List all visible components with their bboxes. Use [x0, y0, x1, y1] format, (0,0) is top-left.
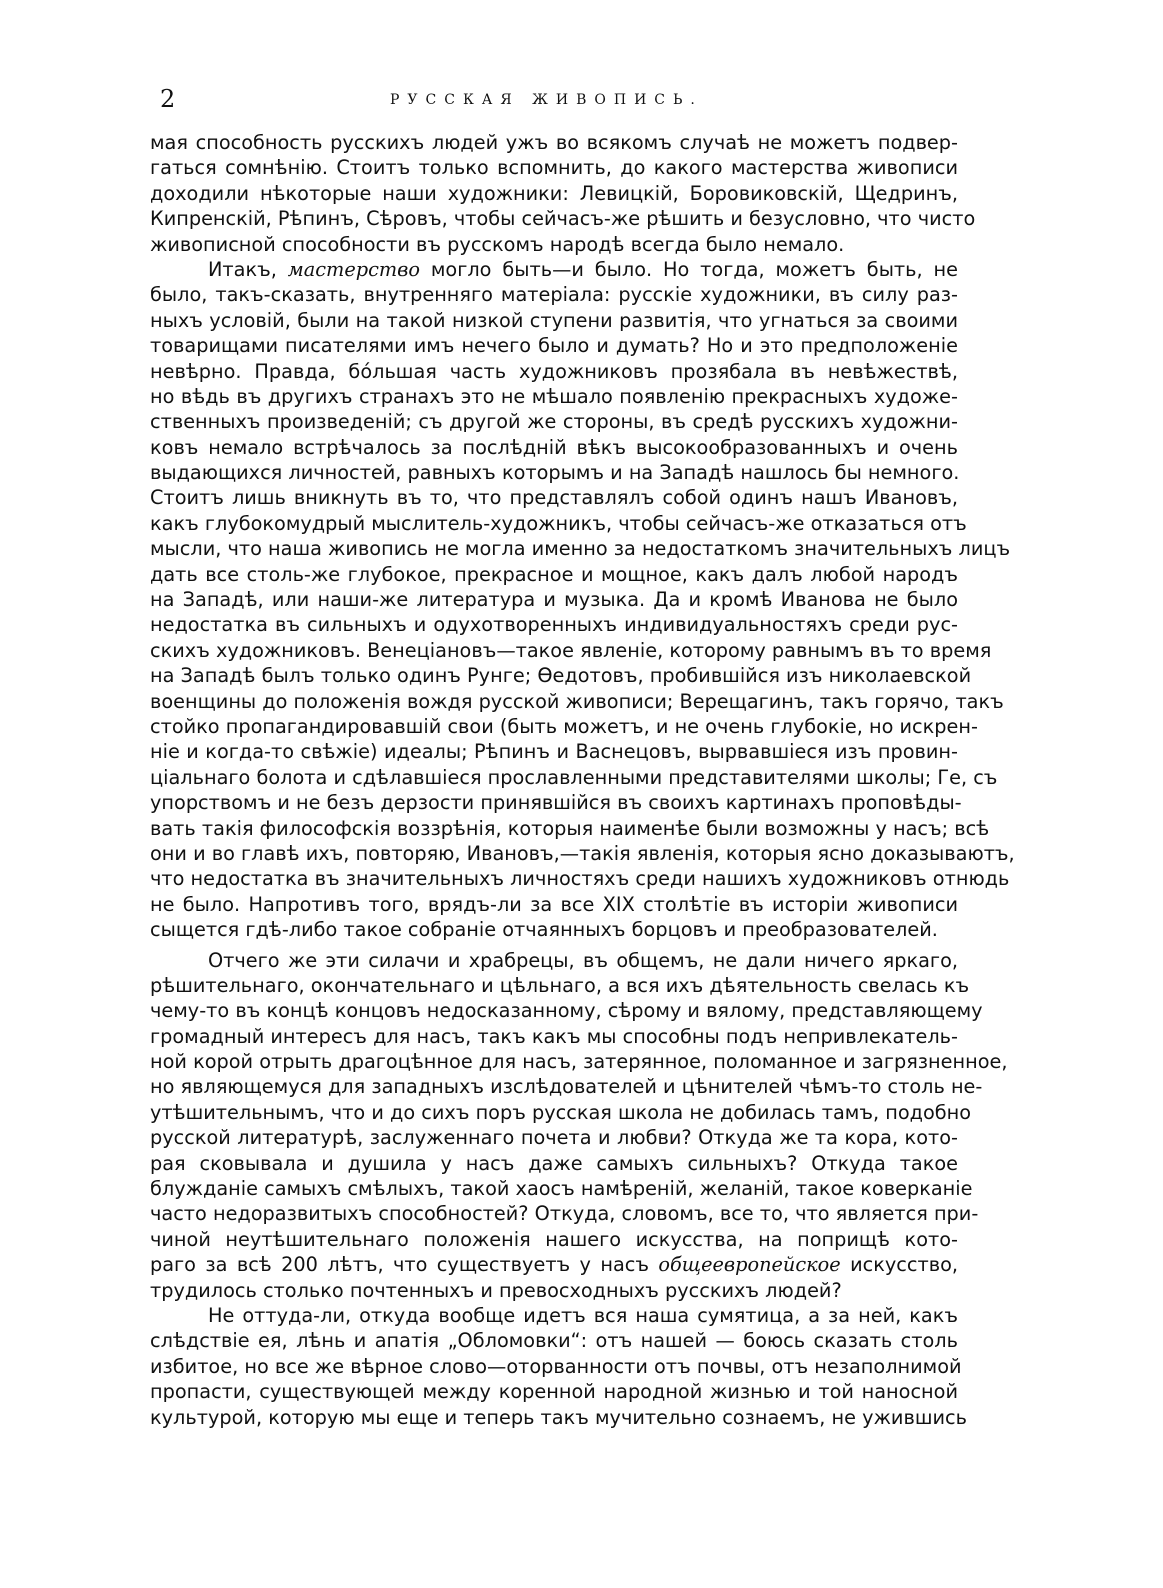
text-line: не было. Напротивъ того, врядъ-ли за все XIX столѣтіе въ исторіи живописи: [150, 892, 958, 916]
text-line: мая способность русскихъ людей ужъ во всякомъ случаѣ не можетъ подвер-: [150, 131, 958, 154]
text-line: гаться сомнѣнію. Стоитъ только вспомнить, до какого мастерства живописи: [150, 156, 958, 180]
text-line: рая сковывала и душила у насъ даже самыхъ сильныхъ? Откуда такое: [150, 1151, 958, 1175]
text-fragment: могло быть—и было. Но тогда, можетъ быть, не: [430, 257, 958, 281]
text-line: доходили нѣкоторые наши художники: Левицкій, Боровиковскій, Щедринъ,: [150, 181, 958, 205]
text-line: ніе и когда-то свѣжіе) идеалы; Рѣпинъ и Васнецовъ, вырвавшіеся изъ провин-: [150, 740, 958, 764]
text-line: скихъ художниковъ. Венеціановъ—такое явленіе, которому равнымъ въ то время: [150, 638, 992, 662]
text-line: на Западѣ, или наши-же литература и музыка. Да и кромѣ Иванова не было: [150, 588, 958, 612]
text-line: чему-то въ концѣ концовъ недосказанному, сѣрому и вялому, представляющему: [150, 999, 983, 1023]
text-line: пропасти, существующей между коренной народной жизнью и той наносной: [150, 1380, 958, 1404]
text-line: но вѣдь въ другихъ странахъ это не мѣшало появленію прекрасныхъ художе-: [150, 384, 958, 408]
text-line: выдающихся личностей, равныхъ которымъ и на Западѣ нашлось бы немного.: [150, 461, 960, 485]
text-line: Не оттуда-ли, откуда вообще идетъ вся наша сумятица, а за ней, какъ: [208, 1303, 958, 1327]
text-line: живописной способности въ русскомъ народѣ всегда было немало.: [150, 232, 845, 256]
text-line: дать все столь-же глубокое, прекрасное и мощное, какъ далъ любой народъ: [150, 562, 958, 586]
text-line: какъ глубокомудрый мыслитель-художникъ, чтобы сейчасъ-же отказаться отъ: [150, 511, 967, 535]
text-fragment: Итакъ,: [208, 257, 277, 281]
text-line: невѣрно. Правда, бóльшая часть художниковъ прозябала въ невѣжествѣ,: [150, 359, 958, 383]
text-line: стойко пропагандировавшій свои (быть можетъ, и не очень глубокіе, но искрен-: [150, 714, 978, 738]
text-line: ковъ немало встрѣчалось за послѣдній вѣкъ высокообразованныхъ и очень: [150, 435, 958, 459]
text-line: утѣшительнымъ, что и до сихъ поръ русская школа не добилась тамъ, подобно: [150, 1100, 972, 1124]
text-line: недостатка въ сильныхъ и одухотворенныхъ индивидуальностяхъ среди рус-: [150, 613, 958, 637]
page-number: 2: [160, 85, 176, 113]
text-fragment: искусство,: [850, 1253, 958, 1277]
text-line: блужданіе самыхъ смѣлыхъ, такой хаосъ намѣреній, желаній, такое коверканіе: [150, 1177, 973, 1201]
text-line: ціальнаго болота и сдѣлавшіеся прославленными представителями школы; Ге, съ: [150, 765, 998, 789]
text-fragment: раго за всѣ 200 лѣтъ, что существуетъ у насъ: [150, 1253, 650, 1277]
text-line: ныхъ условій, были на такой низкой ступени развитія, что угнаться за своими: [150, 308, 958, 332]
text-line: они и во главѣ ихъ, повторяю, Ивановъ,—такія явленія, которыя ясно доказываютъ,: [150, 841, 1015, 865]
text-line: что недостатка въ значительныхъ личностяхъ среди нашихъ художниковъ отнюдь: [150, 867, 1010, 891]
text-line: чиной неутѣшительнаго положенія нашего искусства, на поприщѣ кото-: [150, 1227, 958, 1251]
text-line: военщины до положенія вождя русской живописи; Верещагинъ, такъ горячо, такъ: [150, 689, 1004, 713]
text-line: рѣшительнаго, окончательнаго и цѣльнаго, а вся ихъ дѣятельность свелась къ: [150, 973, 970, 997]
text-line: вать такія философскія воззрѣнія, которыя наименѣе были возможны у насъ; всѣ: [150, 816, 990, 840]
body-text: [150, 130, 1015, 1430]
text-line: было, такъ-сказать, внутренняго матеріала: русскіе художники, въ силу раз-: [150, 283, 958, 307]
text-line: на Западѣ былъ только одинъ Рунге; Ѳедотовъ, пробившійся изъ николаевской: [150, 664, 972, 688]
text-line: Стоитъ лишь вникнуть въ то, что представлялъ собой одинъ нашъ Ивановъ,: [150, 486, 958, 510]
running-head: РУССКАЯ ЖИВОПИСЬ.: [390, 92, 703, 108]
text-line: ственныхъ произведеній; съ другой же стороны, въ средѣ русскихъ художни-: [150, 410, 958, 434]
text-line: громадный интересъ для насъ, такъ какъ мы способны подъ непривлекатель-: [150, 1024, 958, 1048]
italic-word: мастерство: [287, 257, 420, 281]
text-line: русской литературѣ, заслуженнаго почета и любви? Откуда же та кора, кото-: [150, 1126, 958, 1150]
text-line: мысли, что наша живопись не могла именно за недостаткомъ значительныхъ лицъ: [150, 537, 1011, 561]
text-line: ной корой отрыть драгоцѣнное для насъ, затерянное, поломанное и загрязненное,: [150, 1050, 1008, 1074]
text-line: но являющемуся для западныхъ изслѣдователей и цѣнителей чѣмъ-то столь не-: [150, 1075, 983, 1099]
text-line: [150, 1252, 958, 1277]
text-line: часто недоразвитыхъ способностей? Откуда, словомъ, все то, что является при-: [150, 1202, 979, 1226]
text-line: Отчего же эти силачи и храбрецы, въ общемъ, не дали ничего яркаго,: [208, 948, 958, 972]
text-line: трудилось столько почтенныхъ и превосходныхъ русскихъ людей?: [150, 1278, 842, 1302]
text-line: упорствомъ и не безъ дерзости принявшійся въ своихъ картинахъ проповѣды-: [150, 791, 962, 815]
text-line: [150, 257, 958, 282]
text-line: товарищами писателями имъ нечего было и думать? Но и это предположеніе: [150, 334, 958, 358]
text-line: Кипренскій, Рѣпинъ, Сѣровъ, чтобы сейчасъ-же рѣшить и безусловно, что чисто: [150, 207, 976, 231]
text-line: избитое, но все же вѣрное слово—оторванности отъ почвы, отъ незаполнимой: [150, 1354, 962, 1378]
italic-word: общеевропейское: [658, 1253, 841, 1277]
text-line: сыщется гдѣ-либо такое собраніе отчаянныхъ борцовъ и преобразователей.: [150, 918, 938, 942]
text-line: слѣдствіе ея, лѣнь и апатія „Обломовки“: отъ нашей — боюсь сказать столь: [150, 1329, 958, 1353]
text-line: культурой, которую мы еще и теперь такъ мучительно сознаемъ, не ужившись: [150, 1405, 967, 1429]
